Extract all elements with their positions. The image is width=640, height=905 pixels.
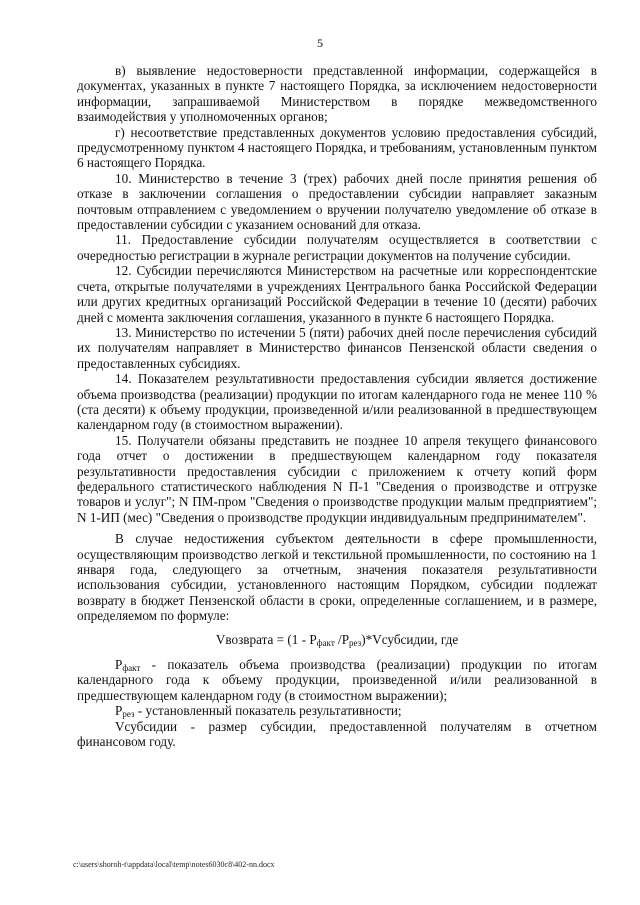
formula-rhs: )*Vсубсидии, где <box>361 631 459 647</box>
paragraph-10: 10. Министерство в течение 3 (трех) рабочих дней после принятия решения об отказе в заключении соглашения о предоставлении субсидии направляет заказным почтовым отправлением с уведомлением о вручении получателю уведомление об отказе в предоставлении субсидии с указанием оснований для отказа. <box>77 170 597 233</box>
paragraph-shortfall: В случае недостижения субъектом деятельности в сфере промышленности, осуществляющим производство легкой и текстильной промышленности, по состоянию на 1 января года, следующего за отчетным, значения показателя результативности использования субсидии, установленного настоящим Порядком, субсидии подлежат возврату в бюджет Пензенской области в сроки, определенные соглашением, и в размере, определяемом по формуле: <box>77 531 597 624</box>
definition-p-rez <box>77 703 597 718</box>
paragraph-15: 15. Получатели обязаны представить не позднее 10 апреля текущего финансового года отчет о достижении в предшествующем календарном году показателя результативности предоставления субсидии с приложением к отчету копий форм федерального статистического наблюдения N П-1 "Сведения о производстве и отгрузке товаров и услуг"; N ПМ-пром "Сведения о производстве продукции малым предприятием"; N 1-ИП (мес) "Сведения о производстве продукции индивидуальным предпринимателем". <box>77 432 597 525</box>
definition-subscript: факт <box>122 663 141 674</box>
definition-text: - установленный показатель результативности; <box>134 703 402 719</box>
paragraph-13: 13. Министерство по истечении 5 (пяти) рабочих дней после перечисления субсидий их получателям направляет в Министерство финансов Пензенской области сведения о предоставленных субсидиях. <box>77 324 597 371</box>
definition-symbol: P <box>115 657 123 673</box>
definition-symbol: P <box>115 703 123 719</box>
paragraph-v: в) выявление недостоверности представленной информации, содержащейся в документах, указанных в пункте 7 настоящего Порядка, за исключением недостоверности информации, запрашиваемой Министерством в порядке межведомственного взаимодействия у уполномоченных органов; <box>77 63 597 125</box>
file-path-footer: c:\users\shoroh-t\appdata\local\temp\notes6030c8\402-nn.docx <box>73 860 275 869</box>
definition-text: Vсубсидии - размер субсидии, предоставленной получателям в отчетном финансовом году. <box>77 718 597 750</box>
formula-lhs: Vвозврата = (1 - P <box>215 631 317 647</box>
paragraph-11: 11. Предоставление субсидии получателям осуществляется в соответствии с очередностью регистрации в журнале регистрации документов на получение субсидии. <box>77 232 597 263</box>
definition-text: - показатель объема производства (реализации) продукции по итогам календарного года к объему продукции, произведенной и/или реализованной в предшествующем календарном году (в стоимостном выражении); <box>77 657 597 703</box>
definition-subscript: рез <box>122 709 135 720</box>
paragraph-g: г) несоответствие представленных документов условию предоставления субсидий, предусмотренному пунктом 4 настоящего Порядка, и требованиям, установленным пунктом 6 настоящего Порядка. <box>77 124 597 171</box>
page-number: 5 <box>317 36 323 50</box>
definition-v-subsidy <box>77 719 597 750</box>
refund-formula <box>77 632 597 647</box>
paragraph-14: 14. Показателем результативности предоставления субсидии является достижение объема производства (реализации) продукции по итогам календарного года не менее 110 % (ста десяти) к объему продукции, произведенной и/или реализованной в предшествующем календарном году (в стоимостном выражении). <box>77 371 597 433</box>
definition-p-fact <box>77 657 597 703</box>
document-body <box>77 63 597 749</box>
formula-mid: /P <box>334 631 350 647</box>
formula-sub-fact: факт <box>316 637 335 648</box>
paragraph-12: 12. Субсидии перечисляются Министерством на расчетные или корреспондентские счета, открытые получателями в учреждениях Центрального банка Российской Федерации или других кредитных организаций Российской Федерации в течение 10 (десяти) рабочих дней с момента заключения соглашения, указанного в пункте 6 настоящего Порядка. <box>77 263 597 325</box>
formula-sub-rez: рез <box>349 637 362 648</box>
